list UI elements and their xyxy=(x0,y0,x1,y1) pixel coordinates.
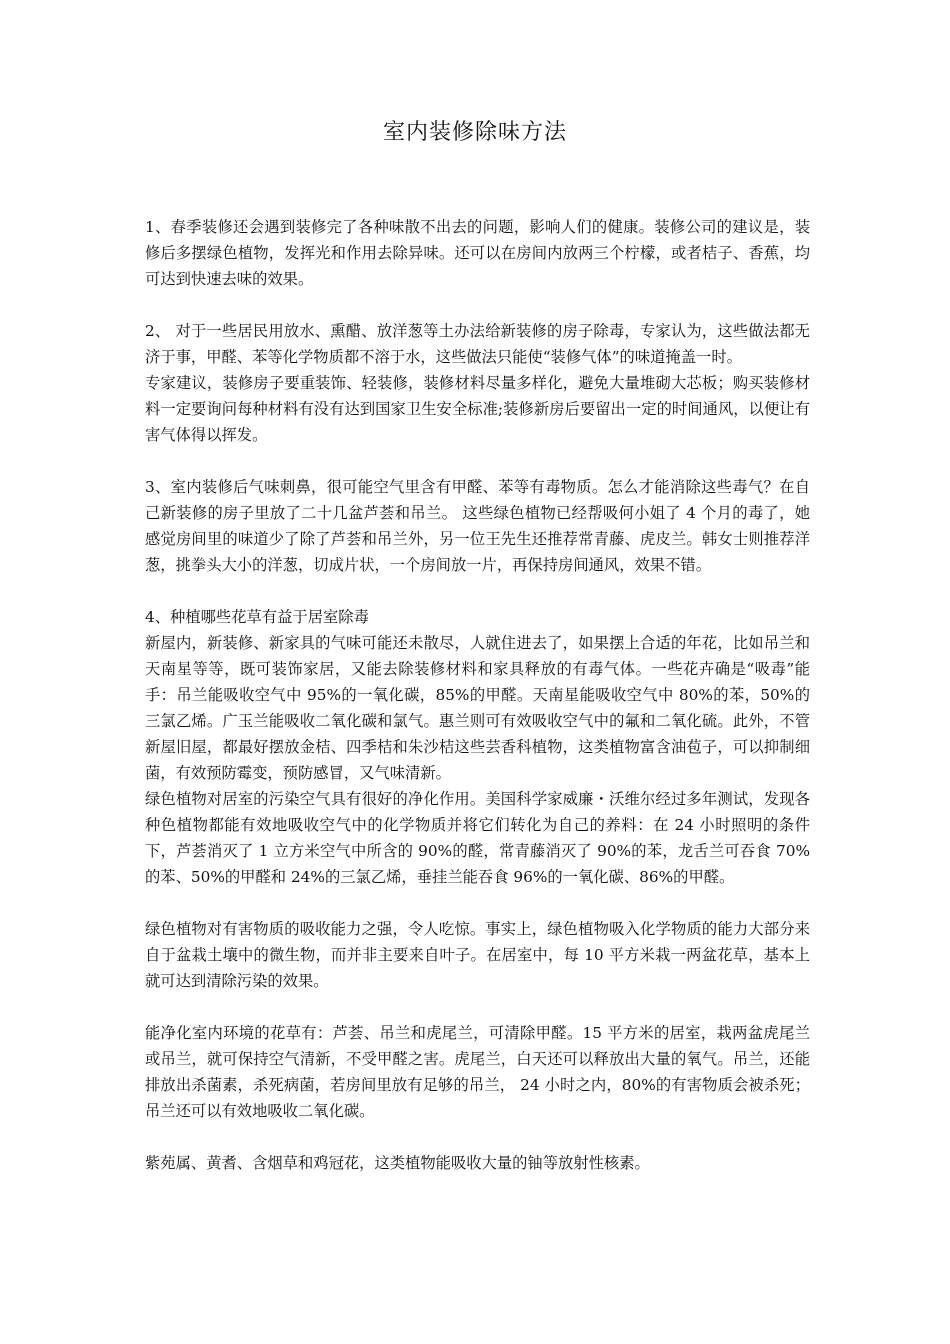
paragraph-4-new-house: 新屋内，新装修、新家具的气味可能还未散尽，人就住进去了，如果摆上合适的年花，比如吊兰和天南星等等，既可装饰家居，又能去除装修材料和家具释放的有毒气体。一些花卉确是“吸毒”能手：吊兰能吸收空气中 95%的一氧化碳，85%的甲醛。天南星能吸收空气中 80%的苯，50%的三氯乙烯。广玉兰能吸收二氧化碳和氯气。惠兰则可有效吸收空气中的氟和二氧化硫。此外，不管新屋旧屋，都最好摆放金桔、四季桔和朱沙桔这些芸香科植物，这类植物富含油苞子，可以抑制细菌，有效预防霉变，预防感冒，又气味清新。 xyxy=(145,634,810,782)
paragraph-gap xyxy=(145,578,810,604)
paragraph-radioactive: 紫苑属、黄耆、含烟草和鸡冠花，这类植物能吸收大量的铀等放射性核素。 xyxy=(145,1154,650,1172)
paragraph-gap xyxy=(145,448,810,474)
section-4-heading: 4、种植哪些花草有益于居室除毒 xyxy=(145,608,369,626)
paragraph-gap xyxy=(145,292,810,318)
document-title: 室内装修除味方法 xyxy=(382,120,567,145)
paragraph-gap xyxy=(145,994,810,1020)
paragraph-absorption: 绿色植物对有害物质的吸收能力之强，令人吃惊。事实上，绿色植物吸入化学物质的能力大部分来自于盆栽土壤中的微生物，而并非主要来自叶子。在居室中，每 10 平方米栽一两盆花草，基本上就可达到清除污染的效果。 xyxy=(145,920,810,990)
document-body xyxy=(145,214,810,1176)
paragraph-gap xyxy=(145,890,810,916)
paragraph-3: 3、室内装修后气味刺鼻，很可能空气里含有甲醛、苯等有毒物质。怎么才能消除这些毒气？在自己新装修的房子里放了二十几盆芦荟和吊兰。 这些绿色植物已经帮吸何小姐了 4 个月的毒了，她感觉房间里的味道少了除了芦荟和吊兰外，另一位王先生还推荐常青藤、虎皮兰。韩女士则推荐洋葱，挑拳头大小的洋葱，切成片状，一个房间放一片，再保持房间通风，效果不错。 xyxy=(145,478,810,574)
paragraph-2-expert-advice: 专家建议，装修房子要重装饰、轻装修，装修材料尽量多样化，避免大量堆砌大芯板；购买装修材料一定要询问每种材料有没有达到国家卫生安全标准;装修新房后要留出一定的时间通风，以便让有害气体得以挥发。 xyxy=(145,374,810,444)
paragraph-2: 2、 对于一些居民用放水、熏醋、放洋葱等土办法给新装修的房子除毒，专家认为，这些做法都无济于事，甲醛、苯等化学物质都不溶于水，这些做法只能使“装修气体”的味道掩盖一时。 xyxy=(145,322,810,366)
paragraph-purifying-plants: 能净化室内环境的花草有：芦荟、吊兰和虎尾兰，可清除甲醛。15 平方米的居室，栽两盆虎尾兰或吊兰，就可保持空气清新，不受甲醛之害。虎尾兰，白天还可以释放出大量的氧气。吊兰，还能排放出杀菌素，杀死病菌，若房间里放有足够的吊兰， 24 小时之内，80%的有害物质会被杀死；吊兰还可以有效地吸收二氧化碳。 xyxy=(145,1024,810,1120)
paragraph-gap xyxy=(145,1124,810,1150)
paragraph-1: 1、春季装修还会遇到装修完了各种味散不出去的问题，影响人们的健康。装修公司的建议是，装修后多摆绿色植物，发挥光和作用去除异味。还可以在房间内放两三个柠檬，或者桔子、香蕉，均可达到快速去味的效果。 xyxy=(145,218,810,288)
paragraph-4-green-plants: 绿色植物对居室的污染空气具有很好的净化作用。美国科学家威廉・沃维尔经过多年测试，发现各种色植物都能有效地吸收空气中的化学物质并将它们转化为自己的养料：在 24 小时照明的条件下，芦荟消灭了 1 立方米空气中所含的 90%的醛，常青藤消灭了 90%的苯，龙舌兰可吞食 70%的苯、50%的甲醛和 24%的三氯乙烯，垂挂兰能吞食 96%的一氧化碳、86%的甲醛。 xyxy=(145,790,810,886)
